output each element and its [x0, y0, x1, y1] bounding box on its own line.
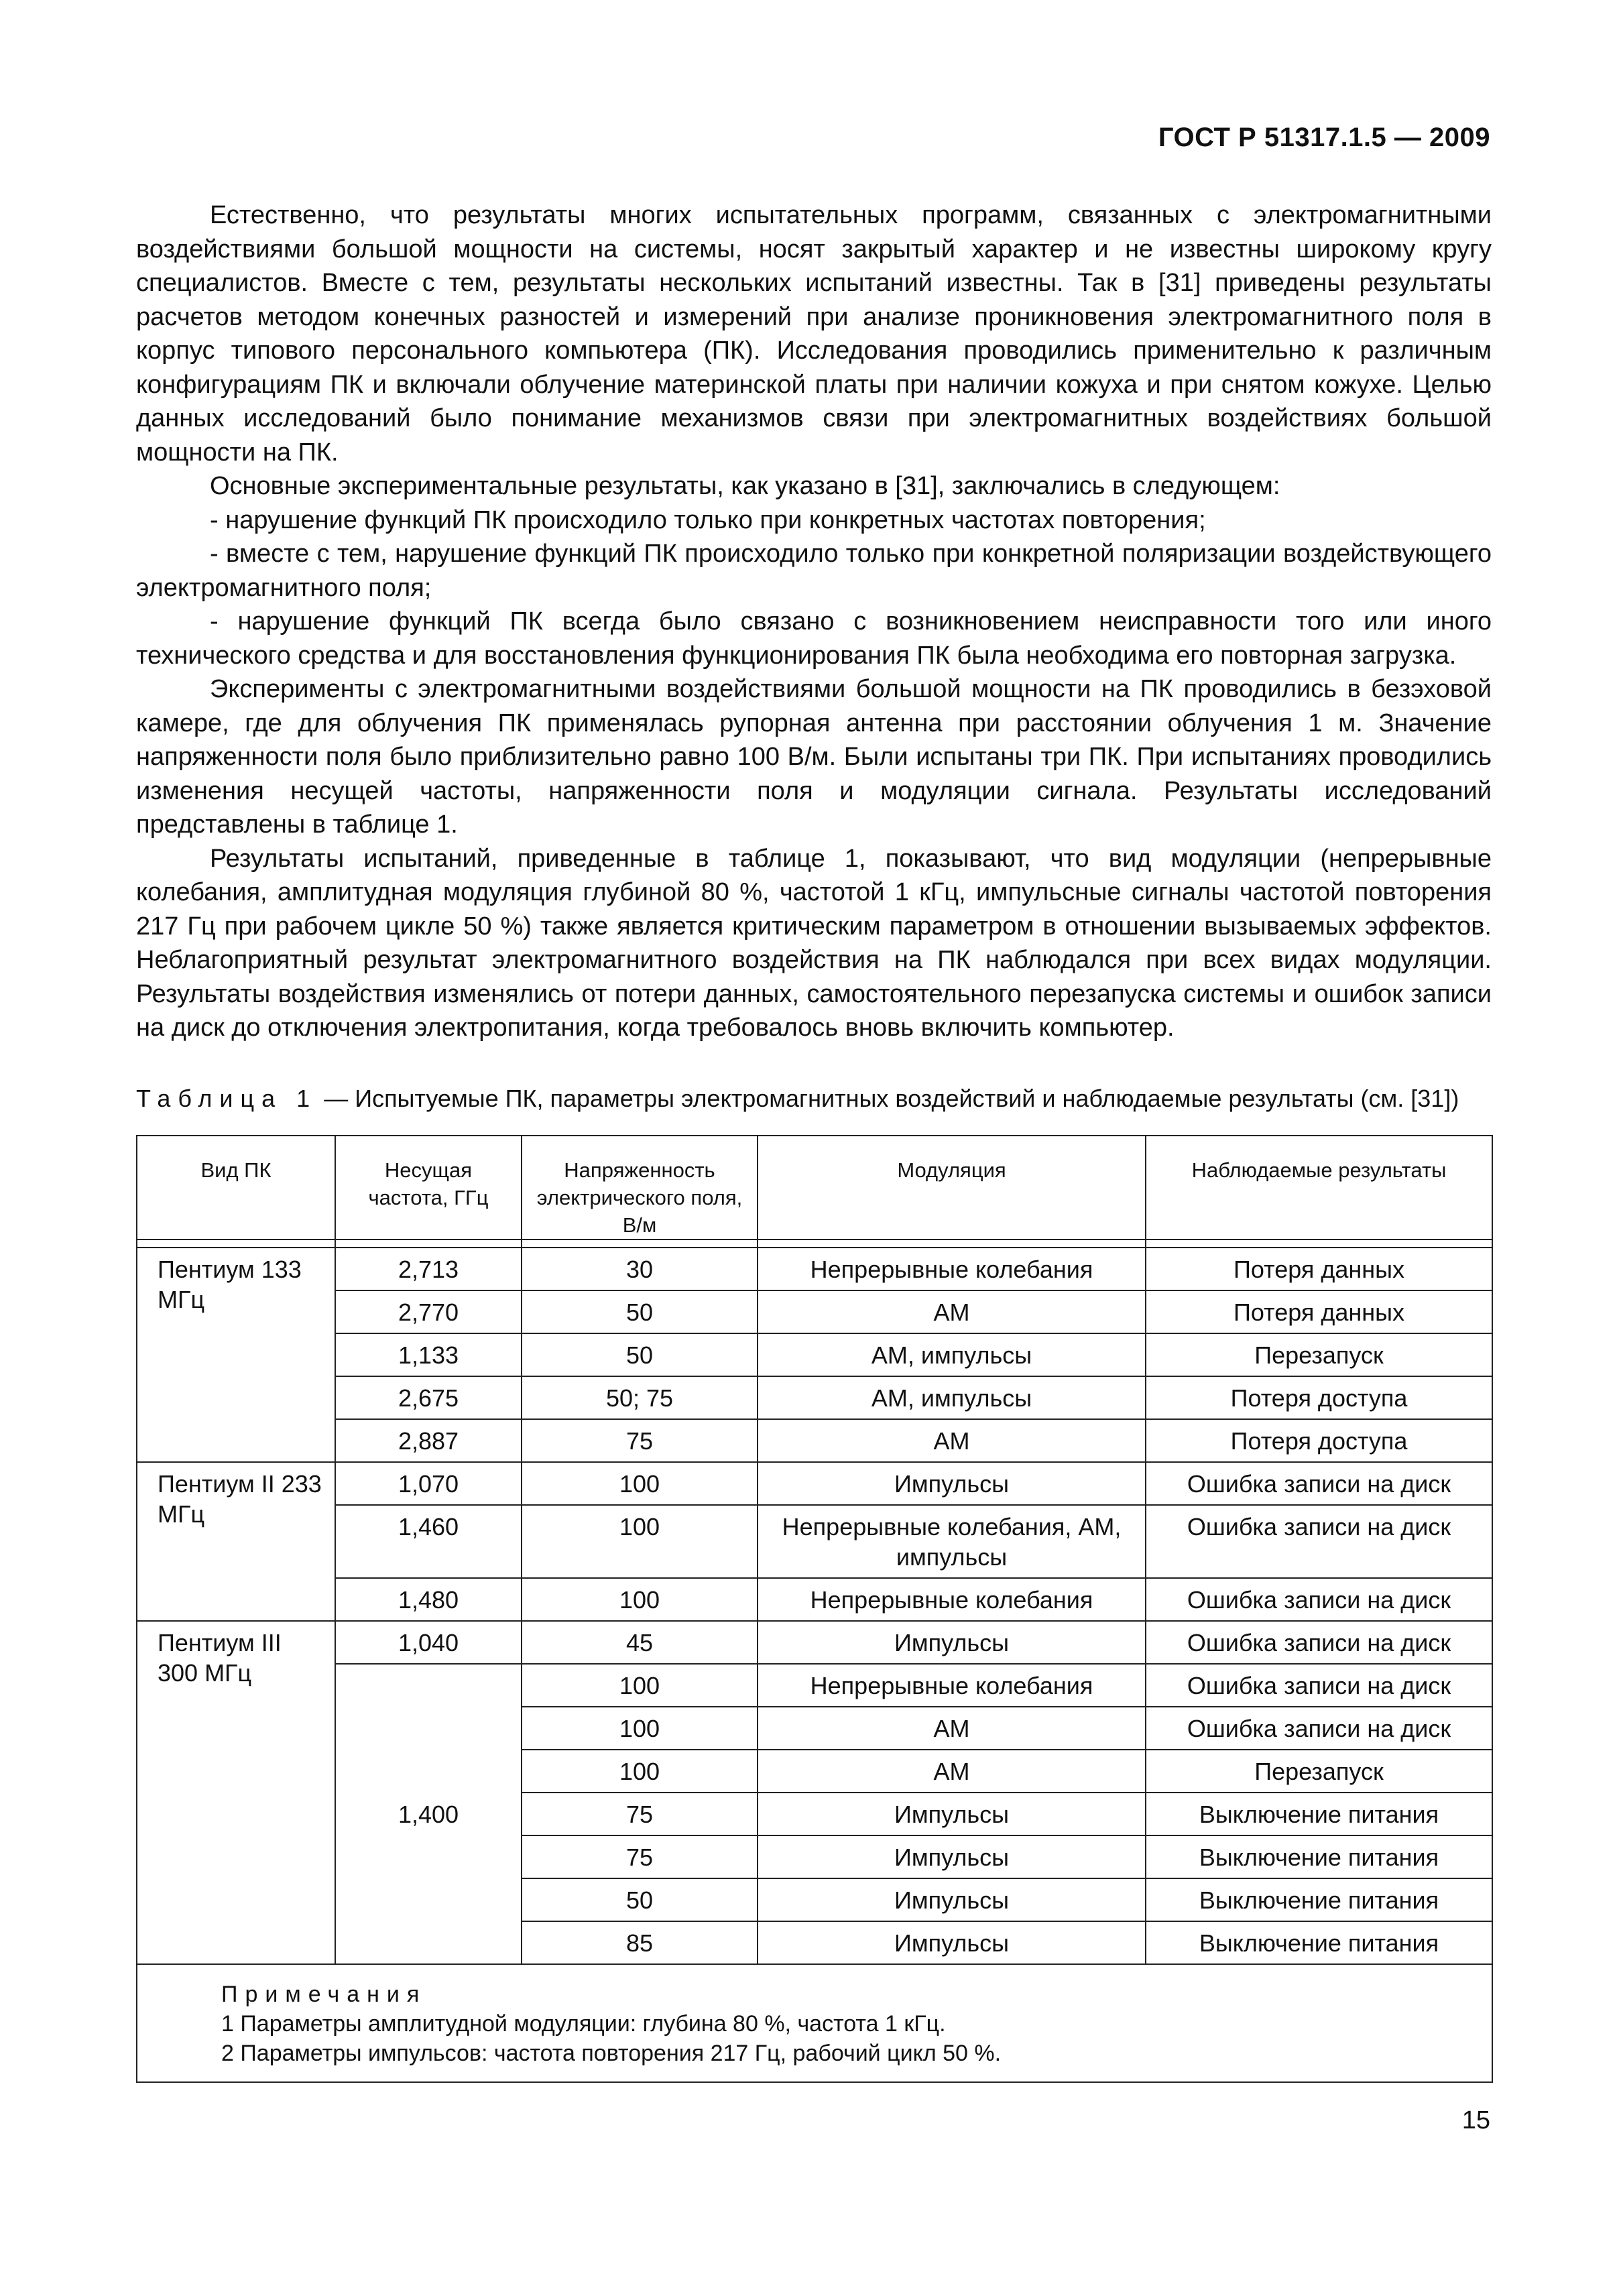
field-cell: 50; 75 [522, 1376, 758, 1419]
modulation-cell: Импульсы [758, 1921, 1146, 1964]
field-cell: 50 [522, 1290, 758, 1333]
header-modulation: Модуляция [758, 1136, 1146, 1240]
field-cell: 75 [522, 1835, 758, 1878]
result-cell: Выключение питания [1146, 1835, 1492, 1878]
table-row [137, 1505, 1492, 1578]
modulation-cell: АМ [758, 1750, 1146, 1793]
field-cell: 45 [522, 1621, 758, 1664]
field-cell: 85 [522, 1921, 758, 1964]
header-observed-results: Наблюдаемые результаты [1146, 1136, 1492, 1240]
table-caption-text: — Испытуемые ПК, параметры электромагнитных воздействий и наблюдаемые результаты (см. [31]) [317, 1085, 1459, 1112]
field-cell: 100 [522, 1664, 758, 1707]
modulation-cell: Импульсы [758, 1835, 1146, 1878]
pc-type-cell: Пентиум 133 МГц [137, 1248, 335, 1462]
pc-type-cell: Пентиум II 233 МГц [137, 1462, 335, 1621]
header-carrier-frequency: Несущая частота, ГГц [335, 1136, 522, 1240]
results-table [136, 1135, 1493, 2083]
header-pc-type: Вид ПК [137, 1136, 335, 1240]
paragraph: Эксперименты с электромагнитными воздействиями большой мощности на ПК проводились в безэховой камере, где для облучения ПК применялась рупорная антенна при расстоянии облучения 1 м. Значение напряженности поля было приблизительно равно 100 В/м. Были испытаны три ПК. При испытаниях проводились изменения несущей частоты, напряженности поля и модуляции сигнала. Результаты исследований представлены в таблице 1. [136, 675, 1492, 839]
result-cell: Потеря данных [1146, 1248, 1492, 1290]
separator-cell [137, 1240, 335, 1248]
separator-cell [1146, 1240, 1492, 1248]
table-row [137, 1290, 1492, 1333]
frequency-cell: 2,675 [335, 1376, 522, 1419]
frequency-cell: 1,400 [335, 1664, 522, 1964]
field-cell: 75 [522, 1793, 758, 1835]
paragraph: Результаты испытаний, приведенные в таблице 1, показывают, что вид модуляции (непрерывные колебания, амплитудная модуляция глубиной 80 %, частотой 1 кГц, импульсные сигналы частотой повторения 217 Гц при рабочем цикле 50 %) также является критическим параметром в отношении вызываемых эффектов. Неблагоприятный результат электромагнитного воздействия на ПК наблюдался при всех видах модуляции. Результаты воздействия изменялись от потери данных, самостоятельного перезапуска системы и ошибок записи на диск до отключения электропитания, когда требовалось вновь включить компьютер. [136, 844, 1492, 1042]
field-cell: 100 [522, 1505, 758, 1578]
notes-title: Примечания [221, 1982, 427, 2007]
field-cell: 100 [522, 1578, 758, 1621]
modulation-cell: Непрерывные колебания [758, 1248, 1146, 1290]
header-separator-row [137, 1240, 1492, 1248]
field-cell: 100 [522, 1707, 758, 1750]
field-cell: 75 [522, 1419, 758, 1462]
document-header: ГОСТ Р 51317.1.5 — 2009 [1158, 123, 1490, 152]
result-cell: Ошибка записи на диск [1146, 1707, 1492, 1750]
field-cell: 50 [522, 1878, 758, 1921]
result-cell: Потеря доступа [1146, 1376, 1492, 1419]
field-cell: 100 [522, 1462, 758, 1505]
result-cell: Выключение питания [1146, 1921, 1492, 1964]
modulation-cell: АМ [758, 1707, 1146, 1750]
frequency-cell: 1,040 [335, 1621, 522, 1664]
frequency-cell: 2,770 [335, 1290, 522, 1333]
table-caption [136, 1085, 1492, 1113]
modulation-cell: Импульсы [758, 1621, 1146, 1664]
table-caption-label: Таблица 1 [136, 1085, 318, 1112]
table-row [137, 1248, 1492, 1290]
modulation-cell: Непрерывные колебания [758, 1578, 1146, 1621]
header-field-strength: Напряженность электрического поля, В/м [522, 1136, 758, 1240]
field-cell: 100 [522, 1750, 758, 1793]
table-row [137, 1376, 1492, 1419]
table-row [137, 1578, 1492, 1621]
notes-row [137, 1964, 1492, 2082]
modulation-cell: Непрерывные колебания [758, 1664, 1146, 1707]
frequency-cell: 2,713 [335, 1248, 522, 1290]
modulation-cell: Импульсы [758, 1793, 1146, 1835]
modulation-cell: Импульсы [758, 1462, 1146, 1505]
modulation-cell: АМ, импульсы [758, 1333, 1146, 1376]
body-text [136, 198, 1492, 1045]
result-cell: Ошибка записи на диск [1146, 1664, 1492, 1707]
modulation-cell: Импульсы [758, 1878, 1146, 1921]
result-cell: Ошибка записи на диск [1146, 1578, 1492, 1621]
paragraph: - нарушение функций ПК происходило только при конкретных частотах повторения; [210, 505, 1206, 534]
table-row [137, 1664, 1492, 1707]
frequency-cell: 1,070 [335, 1462, 522, 1505]
result-cell: Потеря данных [1146, 1290, 1492, 1333]
paragraph: - нарушение функций ПК всегда было связано с возникновением неисправности того или иного технического средства и для восстановления функционирования ПК была необходима его повторная загрузка. [136, 607, 1492, 670]
separator-cell [335, 1240, 522, 1248]
result-cell: Потеря доступа [1146, 1419, 1492, 1462]
result-cell: Выключение питания [1146, 1878, 1492, 1921]
pc-type-cell: Пентиум III 300 МГц [137, 1621, 335, 1964]
result-cell: Ошибка записи на диск [1146, 1621, 1492, 1664]
result-cell: Ошибка записи на диск [1146, 1505, 1492, 1578]
note-item: 2 Параметры импульсов: частота повторения 217 Гц, рабочий цикл 50 %. [221, 2041, 1002, 2066]
frequency-cell: 2,887 [335, 1419, 522, 1462]
separator-cell [758, 1240, 1146, 1248]
table-row [137, 1462, 1492, 1505]
modulation-cell: АМ [758, 1290, 1146, 1333]
frequency-cell: 1,480 [335, 1578, 522, 1621]
result-cell: Ошибка записи на диск [1146, 1462, 1492, 1505]
table-row [137, 1333, 1492, 1376]
paragraph: Основные экспериментальные результаты, как указано в [31], заключались в следующем: [210, 472, 1280, 500]
result-cell: Перезапуск [1146, 1333, 1492, 1376]
result-cell: Выключение питания [1146, 1793, 1492, 1835]
frequency-cell: 1,133 [335, 1333, 522, 1376]
result-cell: Перезапуск [1146, 1750, 1492, 1793]
note-item: 1 Параметры амплитудной модуляции: глубина 80 %, частота 1 кГц. [221, 2011, 946, 2037]
paragraph: - вместе с тем, нарушение функций ПК происходило только при конкретной поляризации воздействующего электромагнитного поля; [136, 540, 1492, 602]
table-row [137, 1419, 1492, 1462]
table-row [137, 1621, 1492, 1664]
field-cell: 30 [522, 1248, 758, 1290]
modulation-cell: АМ [758, 1419, 1146, 1462]
field-cell: 50 [522, 1333, 758, 1376]
modulation-cell: Непрерывные колебания, АМ, импульсы [758, 1505, 1146, 1578]
table-header-row [137, 1136, 1492, 1240]
page-number: 15 [1461, 2106, 1490, 2134]
frequency-cell: 1,460 [335, 1505, 522, 1578]
modulation-cell: АМ, импульсы [758, 1376, 1146, 1419]
paragraph: Естественно, что результаты многих испытательных программ, связанных с электромагнитными воздействиями большой мощности на системы, носят закрытый характер и не известны широкому кругу специалистов. Вместе с тем, результаты нескольких испытаний известны. Так в [31] приведены результаты расчетов методом конечных разностей и измерений при анализе проникновения электромагнитного поля в корпус типового персонального компьютера (ПК). Исследования проводились применительно к различным конфигурациям ПК и включали облучение материнской платы при наличии кожуха и при снятом кожухе. Целью данных исследований было понимание механизмов связи при электромагнитных воздействиях большой мощности на ПК. [136, 201, 1492, 467]
separator-cell [522, 1240, 758, 1248]
notes-cell [137, 1964, 1492, 2082]
